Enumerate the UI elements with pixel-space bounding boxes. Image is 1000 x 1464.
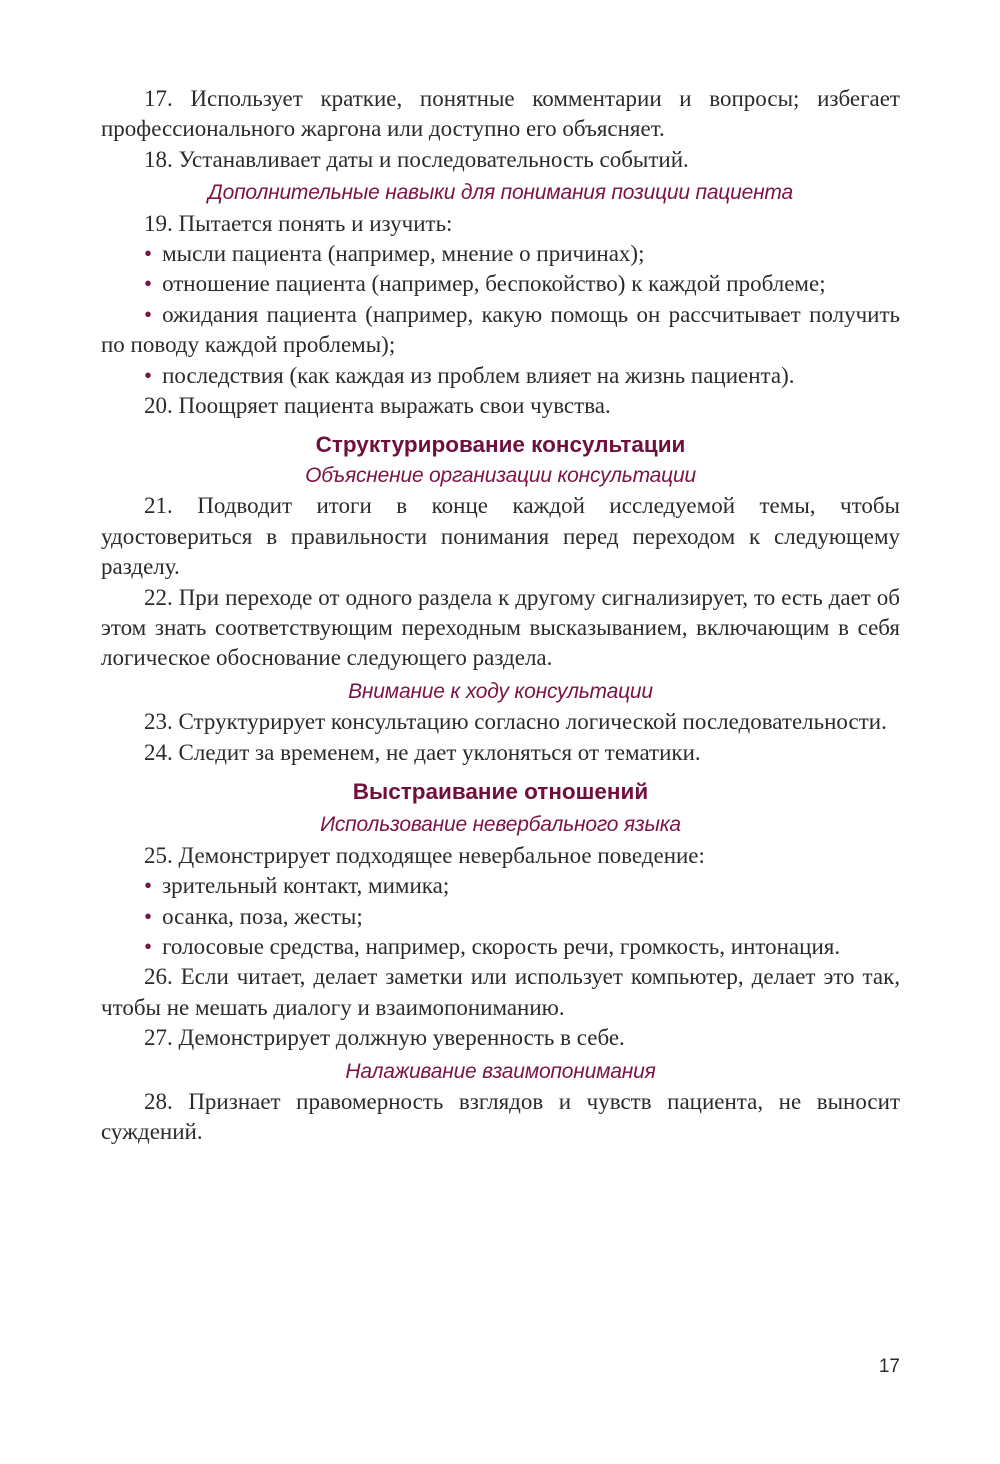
subheading-rapport: Налаживание взаимопонимания xyxy=(345,1059,656,1083)
bullet-19-1: • мысли пациента (например, мнение о причинах); xyxy=(144,241,645,267)
bullet-25-1: • зрительный контакт, мимика; xyxy=(144,873,450,899)
subheading-nonverbal: Использование невербального языка xyxy=(320,813,681,837)
item-26: 26. Если читает, делает заметки или использует компьютер, делает это так, чтобы не мешать диалогу и взаимопониманию. xyxy=(101,964,900,1020)
item-20: 20. Поощряет пациента выражать свои чувства. xyxy=(144,393,611,419)
item-27: 27. Демонстрирует должную уверенность в себе. xyxy=(144,1025,625,1051)
bullet-25-2: • осанка, поза, жесты; xyxy=(144,903,363,929)
heading-structuring: Структурирование консультации xyxy=(315,432,686,458)
heading-relations: Выстраивание отношений xyxy=(352,778,649,804)
bullet-icon: • xyxy=(144,362,153,388)
item-23: 23. Структурирует консультацию согласно логической последовательности. xyxy=(144,709,887,735)
bullet-icon: • xyxy=(144,271,153,297)
item-18: 18. Устанавливает даты и последовательность событий. xyxy=(144,146,689,172)
item-22: 22. При переходе от одного раздела к другому сигнализирует, то есть дает об этом знать соответствующим переходным высказыванием, включающим в себя логическое обоснование следующего раздела. xyxy=(101,584,900,671)
bullet-icon: • xyxy=(144,241,153,267)
bullet-icon: • xyxy=(144,903,153,929)
bullet-19-4: • последствия (как каждая из проблем влияет на жизнь пациента). xyxy=(144,362,795,388)
bullet-icon: • xyxy=(144,933,153,959)
subheading-patient-position: Дополнительные навыки для понимания позиции пациента xyxy=(208,181,793,205)
bullet-25-3: • голосовые средства, например, скорость речи, громкость, интонация. xyxy=(144,933,841,959)
bullet-icon: • xyxy=(144,301,153,327)
bullet-19-3: • ожидания пациента (например, какую помощь он рассчитывает получить по поводу каждой проблемы); xyxy=(101,301,900,358)
subheading-flow: Внимание к ходу консультации xyxy=(348,679,653,703)
bullet-19-2: • отношение пациента (например, беспокойство) к каждой проблеме; xyxy=(144,271,826,297)
item-19: 19. Пытается понять и изучить: xyxy=(144,210,453,236)
item-24: 24. Следит за временем, не дает уклоняться от тематики. xyxy=(144,739,701,765)
bullet-icon: • xyxy=(144,873,153,899)
page-number: 17 xyxy=(878,1356,900,1377)
page-body xyxy=(101,84,900,1148)
subheading-organization: Объяснение организации консультации xyxy=(305,463,696,487)
item-25: 25. Демонстрирует подходящее невербальное поведение: xyxy=(144,842,705,868)
item-21: 21. Подводит итоги в конце каждой исследуемой темы, чтобы удостовериться в правильности понимания перед переходом к следующему разделу. xyxy=(101,493,900,580)
item-17: 17. Использует краткие, понятные комментарии и вопросы; избегает профессионального жаргона или доступно его объясняет. xyxy=(101,86,900,142)
item-28: 28. Признает правомерность взглядов и чувств пациента, не выносит суждений. xyxy=(101,1089,900,1145)
